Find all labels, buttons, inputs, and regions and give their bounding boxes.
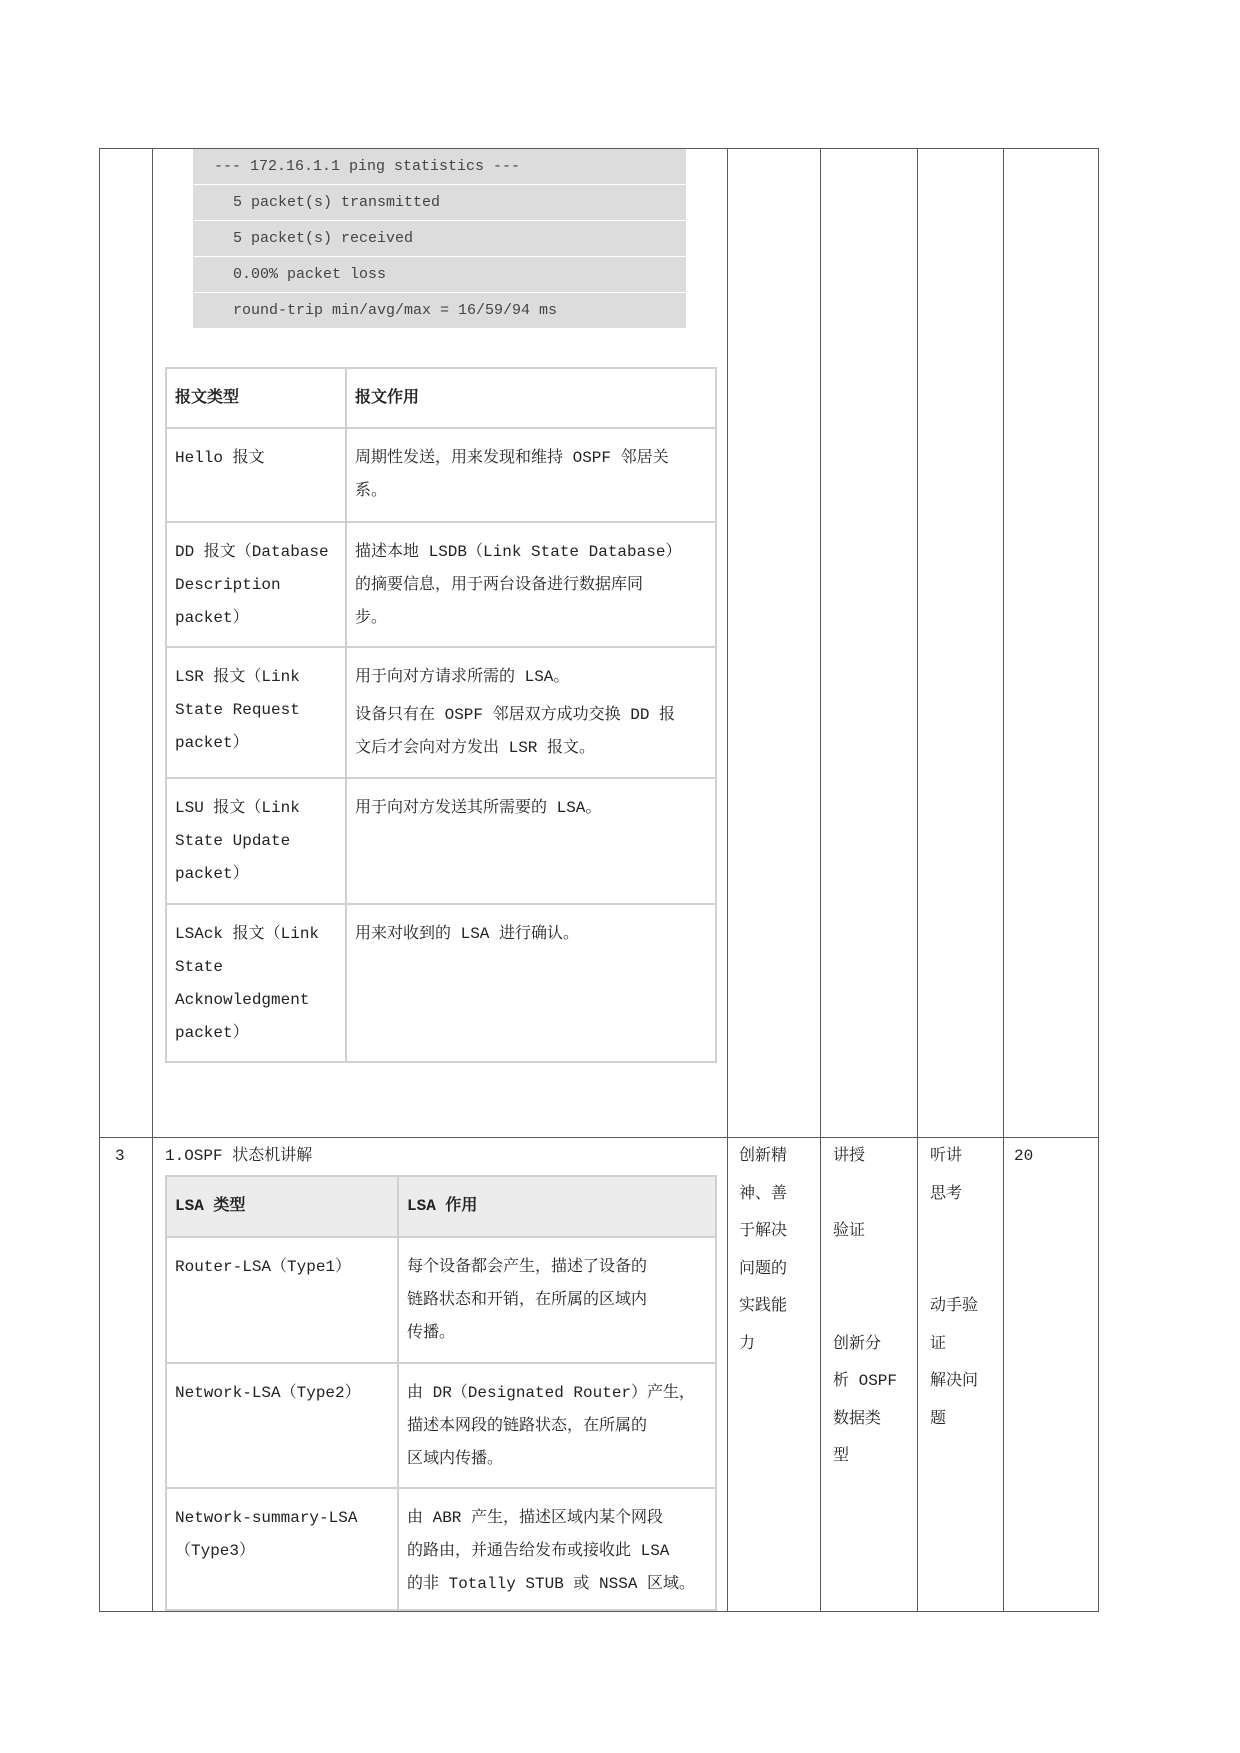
student-activity-line: 题: [930, 1409, 947, 1428]
minutes-text: [1014, 1138, 1098, 1176]
cell-text-line: 文后才会向对方发出 LSR 报文。: [355, 739, 596, 757]
table-row: [166, 1237, 716, 1363]
packet-purpose-cell: [346, 428, 716, 522]
teaching-method-line: 数据类: [833, 1409, 882, 1428]
cell-text-line: 用于向对方发送其所需要的 LSA。: [355, 799, 602, 817]
cell-text-line: 的摘要信息，用于两台设备进行数据库同: [355, 576, 644, 594]
cell-text-line: 由 ABR 产生，描述区域内某个网段: [407, 1509, 664, 1527]
minutes-cell: [1004, 149, 1098, 1138]
table-row: [166, 1363, 716, 1488]
table-row: [166, 428, 716, 522]
cell-text-line: 每个设备都会产生，描述了设备的: [407, 1258, 648, 1276]
cell-text-line: Router-LSA（Type1）: [175, 1258, 352, 1276]
student-activity-line: 思考: [930, 1184, 963, 1203]
cell-text-line: packet）: [175, 734, 249, 752]
lsa-purpose-cell: [398, 1363, 716, 1488]
column-header-lsa-type: LSA 类型: [166, 1176, 398, 1237]
minutes-value: 20: [1014, 1147, 1034, 1165]
student-activity-line: 听讲: [930, 1147, 963, 1165]
cell-text-line: Acknowledgment: [175, 991, 310, 1009]
table-row: [166, 647, 716, 778]
goal-text-line: 神、善: [739, 1184, 788, 1203]
table-header-row: [166, 1176, 716, 1237]
teaching-method-line: 创新分: [833, 1334, 882, 1353]
column-header-lsa-purpose: LSA 作用: [398, 1176, 716, 1237]
minutes-cell: [1004, 1138, 1098, 1611]
cell-text-line: 用来对收到的 LSA 进行确认。: [355, 925, 580, 943]
code-line: 5 packet(s) received: [193, 221, 686, 256]
packet-purpose-cell: [346, 904, 716, 1062]
teaching-method-cell: [821, 149, 918, 1138]
cell-text-line: packet）: [175, 865, 249, 883]
ping-output-code-block: [193, 149, 686, 329]
goal-text-line: 于解决: [739, 1222, 788, 1240]
lsa-type-cell: [166, 1488, 398, 1610]
cell-text-line: 的路由，并通告给发布或接收此 LSA: [407, 1542, 670, 1560]
lsa-purpose-cell: [398, 1237, 716, 1363]
cell-text-line: Hello 报文: [175, 449, 265, 467]
cell-text-line: 周期性发送，用来发现和维持 OSPF 邻居关: [355, 449, 669, 467]
teaching-method-line: 析 OSPF: [833, 1372, 898, 1390]
row-number-cell: [100, 1138, 153, 1611]
column-header-packet-type: 报文类型: [166, 368, 346, 428]
student-activity-cell: [918, 1138, 1004, 1611]
row-number: 3: [115, 1147, 125, 1165]
goal-text: [739, 1138, 820, 1363]
packet-type-cell: [166, 522, 346, 647]
lsa-type-cell: [166, 1363, 398, 1488]
code-line: round-trip min/avg/max = 16/59/94 ms: [193, 293, 686, 328]
column-header-packet-purpose: 报文作用: [346, 368, 716, 428]
table-row: [166, 904, 716, 1062]
teaching-method-line: 验证: [833, 1222, 866, 1240]
student-activity-line: 动手验: [930, 1297, 979, 1315]
content-cell: [153, 1138, 728, 1611]
code-line: 5 packet(s) transmitted: [193, 185, 686, 220]
ospf-packet-table: [165, 367, 717, 1063]
goal-cell: [728, 1138, 821, 1611]
teaching-method-cell: [821, 1138, 918, 1611]
lesson-plan-table: [99, 148, 1099, 1612]
cell-text-line: Network-LSA（Type2）: [175, 1384, 361, 1402]
goal-text-line: 创新精: [739, 1147, 788, 1165]
cell-text-line: State: [175, 958, 224, 976]
cell-text-line: State Update: [175, 832, 291, 850]
cell-text-line: LSAck 报文（Link: [175, 925, 320, 943]
cell-text-line: 传播。: [407, 1324, 456, 1342]
packet-purpose-cell: [346, 778, 716, 904]
packet-purpose-cell: [346, 522, 716, 647]
cell-text-line: （Type3）: [175, 1542, 256, 1560]
cell-text-line: 的非 Totally STUB 或 NSSA 区域。: [407, 1575, 696, 1593]
cell-text-line: LSU 报文（Link: [175, 799, 300, 817]
cell-text-line: 系。: [355, 482, 388, 500]
cell-text-line: 步。: [355, 609, 388, 627]
goal-text-line: 实践能: [739, 1297, 788, 1315]
packet-type-cell: [166, 778, 346, 904]
lsa-type-table: [165, 1175, 717, 1611]
packet-type-cell: [166, 904, 346, 1062]
cell-text-line: LSR 报文（Link: [175, 668, 300, 686]
cell-text-line: packet）: [175, 609, 249, 627]
table-row: [166, 522, 716, 647]
cell-text-line: 设备只有在 OSPF 邻居双方成功交换 DD 报: [355, 706, 676, 724]
cell-text-line: 用于向对方请求所需的 LSA。: [355, 668, 570, 686]
code-line: --- 172.16.1.1 ping statistics ---: [193, 149, 686, 184]
teaching-method-line: 型: [833, 1447, 850, 1465]
student-activity-cell: [918, 149, 1004, 1138]
goal-cell: [728, 149, 821, 1138]
student-activity-line: 证: [930, 1334, 947, 1353]
cell-text-line: 由 DR（Designated Router）产生，: [407, 1384, 696, 1402]
table-header-row: [166, 368, 716, 428]
cell-text-line: DD 报文（Database: [175, 543, 329, 561]
teaching-method-line: 讲授: [833, 1147, 866, 1165]
cell-text-line: 链路状态和开销，在所属的区域内: [407, 1291, 648, 1309]
student-activity-line: 解决问: [930, 1372, 979, 1390]
section-title: 1.OSPF 状态机讲解: [165, 1147, 313, 1165]
code-line: 0.00% packet loss: [193, 257, 686, 292]
cell-text-line: 描述本网段的链路状态，在所属的: [407, 1417, 648, 1435]
content-cell: [153, 149, 728, 1138]
cell-text-line: Description: [175, 576, 281, 594]
table-row: [166, 778, 716, 904]
packet-purpose-cell: [346, 647, 716, 778]
cell-text-line: packet）: [175, 1024, 249, 1042]
table-row: [166, 1488, 716, 1610]
goal-text-line: 问题的: [739, 1259, 788, 1278]
packet-type-cell: [166, 428, 346, 522]
lsa-type-cell: [166, 1237, 398, 1363]
cell-text-line: State Request: [175, 701, 300, 719]
row-number-cell: [100, 149, 153, 1138]
lsa-purpose-cell: [398, 1488, 716, 1610]
cell-text-line: 区域内传播。: [407, 1450, 504, 1468]
packet-type-cell: [166, 647, 346, 778]
cell-text-line: 描述本地 LSDB（Link State Database）: [355, 543, 682, 561]
cell-text-line: Network-summary-LSA: [175, 1509, 358, 1527]
goal-text-line: 力: [739, 1334, 756, 1353]
